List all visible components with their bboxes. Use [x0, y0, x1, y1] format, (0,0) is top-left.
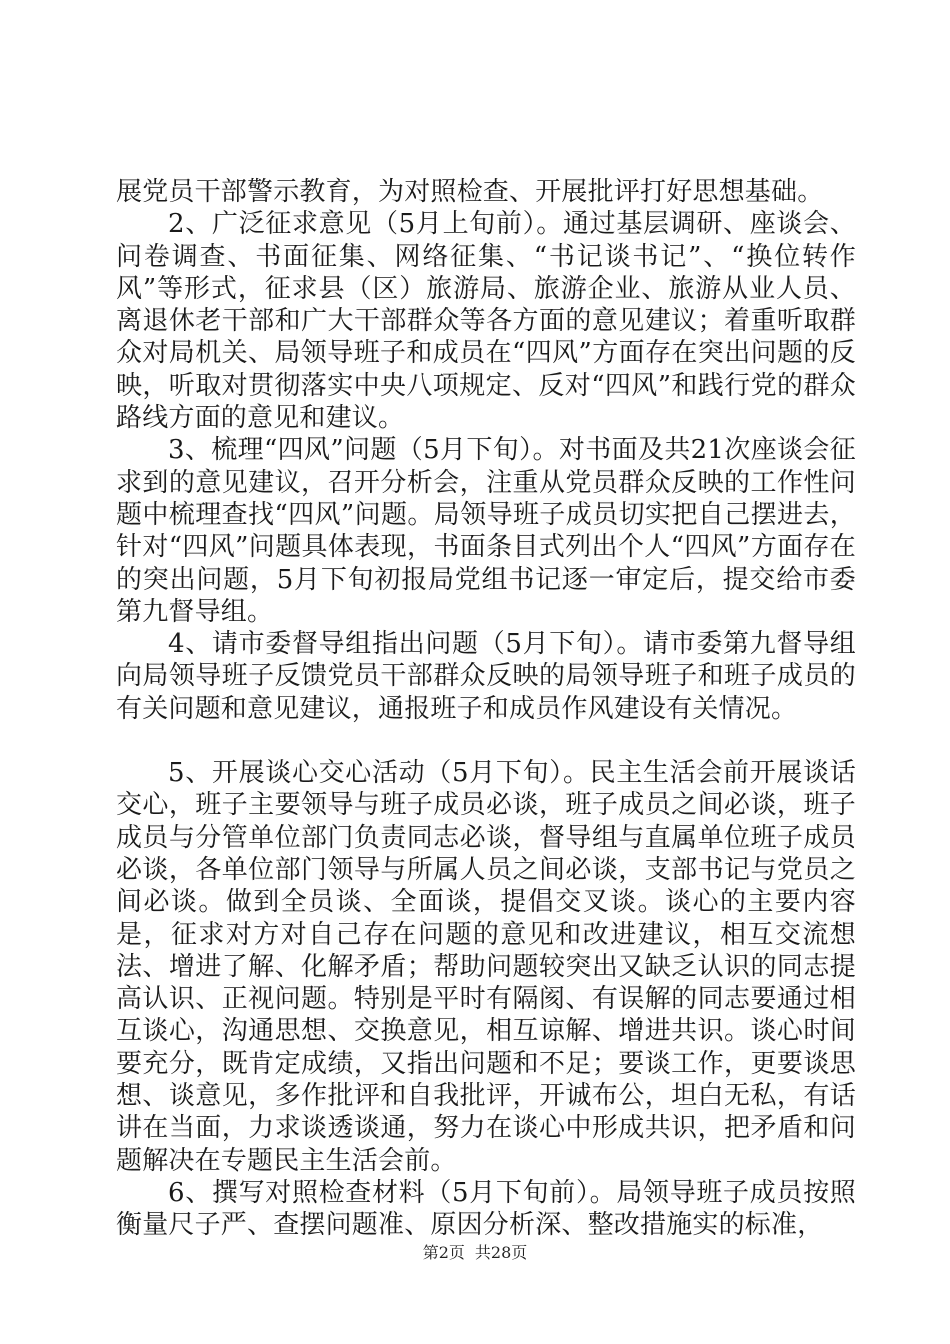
paragraph-item-2: 2、广泛征求意见（5月上旬前）。通过基层调研、座谈会、问卷调查、书面征集、网络征集、“书记谈书记”、“换位转作风”等形式，征求县（区）旅游局、旅游企业、旅游从业人员、离退休老干部和广大干部群众等各方面的意见建议；着重听取群众对局机关、局领导班子和成员在“四风”方面存在突出问题的反映，听取对贯彻落实中央八项规定、反对“四风”和践行党的群众路线方面的意见和建议。	[116, 209, 856, 434]
paragraph-item-6: 6、撰写对照检查材料（5月下旬前）。局领导班子成员按照衡量尺子严、查摆问题准、原因分析深、整改措施实的标准，	[116, 1177, 856, 1241]
paragraph-continuation: 展党员干部警示教育，为对照检查、开展批评打好思想基础。	[116, 177, 824, 207]
page-footer	[0, 1243, 950, 1263]
page-total: 共28页	[474, 1243, 528, 1262]
page-number: 第2页	[422, 1243, 465, 1262]
document-body	[116, 176, 856, 1242]
paragraph-item-5: 5、开展谈心交心活动（5月下旬）。民主生活会前开展谈话交心，班子主要领导与班子成员必谈，班子成员之间必谈，班子成员与分管单位部门负责同志必谈，督导组与直属单位班子成员必谈，各单位部门领导与所属人员之间必谈，支部书记与党员之间必谈。做到全员谈、全面谈，提倡交叉谈。谈心的主要内容是，征求对方对自己存在问题的意见和改进建议，相互交流想法、增进了解、化解矛盾；帮助问题较突出又缺乏认识的同志提高认识、正视问题。特别是平时有隔阂、有误解的同志要通过相互谈心，沟通思想、交换意见，相互谅解、增进共识。谈心时间要充分，既肯定成绩，又指出问题和不足；要谈工作，更要谈思想、谈意见，多作批评和自我批评，开诚布公，坦白无私，有话讲在当面，力求谈透谈通，努力在谈心中形成共识，把矛盾和问题解决在专题民主生活会前。	[116, 758, 856, 1176]
paragraph-item-3: 3、梳理“四风”问题（5月下旬）。对书面及共21次座谈会征求到的意见建议，召开分析会，注重从党员群众反映的工作性问题中梳理查找“四风”问题。局领导班子成员切实把自己摆进去，针对“四风”问题具体表现，书面条目式列出个人“四风”方面存在的突出问题，5月下旬初报局党组书记逐一审定后，提交给市委第九督导组。	[116, 435, 856, 627]
paragraph-item-4: 4、请市委督导组指出问题（5月下旬）。请市委第九督导组向局领导班子反馈党员干部群众反映的局领导班子和班子成员的有关问题和意见建议，通报班子和成员作风建设有关情况。	[116, 629, 856, 724]
